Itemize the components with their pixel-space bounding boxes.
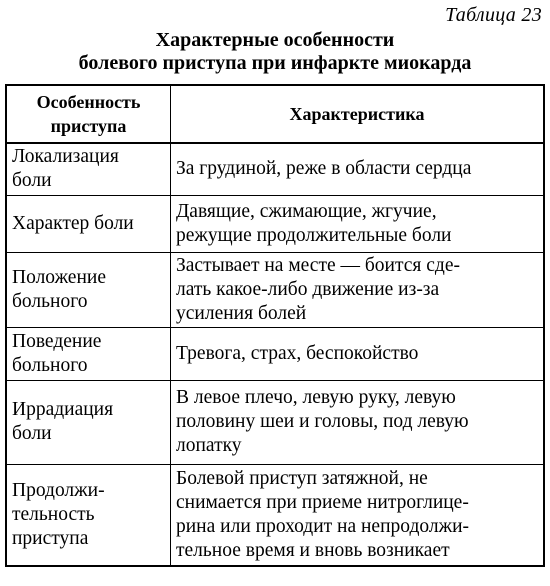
caption-line-2: болевого приступа при инфаркте миокарда [78, 52, 472, 74]
description-cell: За грудиной, реже в области сердца [171, 143, 545, 195]
feature-cell: Положение больного [6, 252, 171, 327]
feature-cell: Поведение больного [6, 327, 171, 380]
table-row [6, 380, 544, 464]
table-row [6, 327, 544, 380]
feature-cell: Характер боли [6, 195, 171, 252]
feature-cell: Продолжи- тельность приступа [6, 464, 171, 566]
table-number: Таблица 23 [445, 4, 542, 26]
table-row [6, 252, 544, 327]
attack-features-table [5, 84, 545, 567]
caption-line-1: Характерные особенности [155, 29, 395, 51]
header-feature: Особенность приступа [6, 85, 171, 143]
table-row [6, 143, 544, 195]
header-characteristic: Характеристика [171, 85, 545, 143]
header-row [6, 85, 544, 143]
description-cell: Давящие, сжимающие, жгучие, режущие продолжительные боли [171, 195, 545, 252]
description-cell: Застывает на месте — боится сде- лать какое-либо движение из-за усиления болей [171, 252, 545, 327]
table-row [6, 195, 544, 252]
feature-cell: Локализация боли [6, 143, 171, 195]
description-cell: Болевой приступ затяжной, не снимается при приеме нитроглице- рина или проходит на непродолжи- тельное время и вновь возникает [171, 464, 545, 566]
feature-cell: Иррадиация боли [6, 380, 171, 464]
description-cell: Тревога, страх, беспокойство [171, 327, 545, 380]
table-caption [0, 29, 550, 75]
table-row [6, 464, 544, 566]
description-cell: В левое плечо, левую руку, левую половину шеи и головы, под левую лопатку [171, 380, 545, 464]
